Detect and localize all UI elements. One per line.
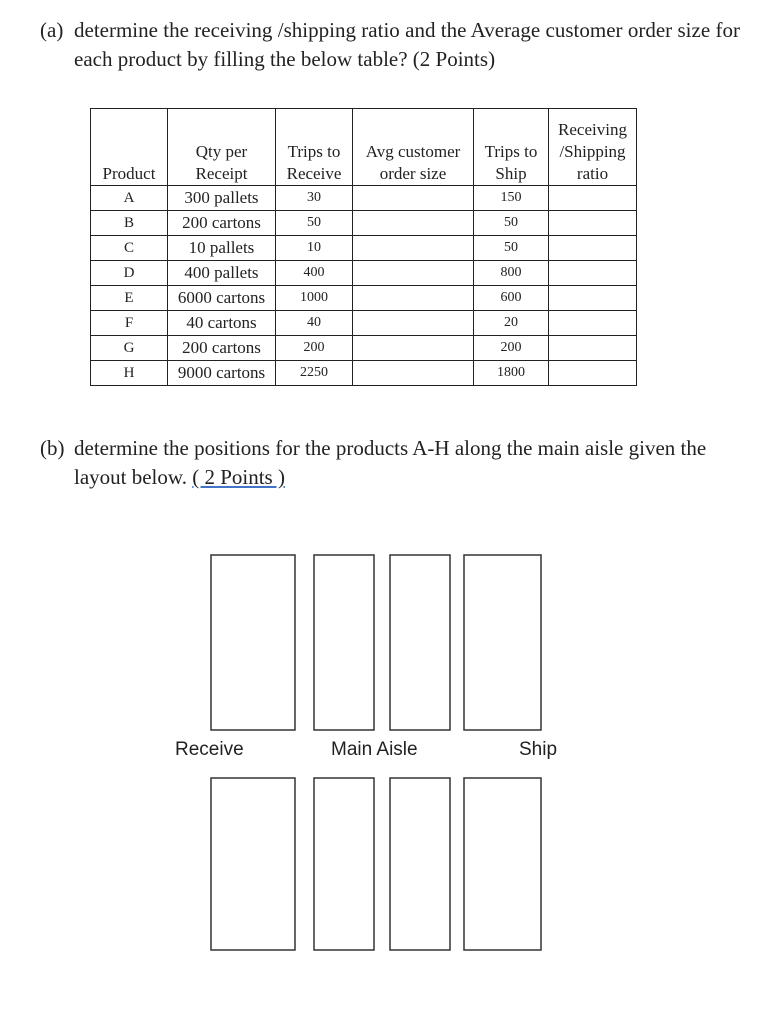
main-aisle-label: Main Aisle <box>331 739 418 760</box>
product-cell: D <box>91 261 168 286</box>
question-a-label: (a) <box>40 18 64 42</box>
trips-to-receive-cell: 200 <box>276 336 353 361</box>
header-avg-customer-order-size: Avg customer order size <box>353 109 474 186</box>
bay-top-2 <box>314 555 374 730</box>
question-b-label: (b) <box>40 436 65 460</box>
bay-top-1 <box>211 555 295 730</box>
bay-top-4 <box>464 555 541 730</box>
points-link[interactable]: ( 2 Points ) <box>192 465 285 489</box>
trips-to-receive-cell: 30 <box>276 186 353 211</box>
trips-to-receive-cell: 50 <box>276 211 353 236</box>
ship-label: Ship <box>519 739 558 760</box>
qty-per-receipt-cell: 9000 cartons <box>168 361 276 386</box>
product-cell: C <box>91 236 168 261</box>
bay-bottom-3 <box>390 778 450 950</box>
header-trips-to-receive: Trips to Receive <box>276 109 353 186</box>
product-cell: E <box>91 286 168 311</box>
product-cell: F <box>91 311 168 336</box>
trips-to-receive-cell: 1000 <box>276 286 353 311</box>
header-product: Product <box>91 109 168 186</box>
bay-bottom-1 <box>211 778 295 950</box>
trips-to-ship-cell: 600 <box>474 286 549 311</box>
trips-to-ship-cell: 200 <box>474 336 549 361</box>
qty-per-receipt-cell: 400 pallets <box>168 261 276 286</box>
trips-to-ship-cell: 50 <box>474 236 549 261</box>
trips-to-receive-cell: 10 <box>276 236 353 261</box>
qty-per-receipt-cell: 6000 cartons <box>168 286 276 311</box>
trips-to-ship-cell: 1800 <box>474 361 549 386</box>
header-trips-to-ship: Trips to Ship <box>474 109 549 186</box>
product-cell: G <box>91 336 168 361</box>
question-a-text: determine the receiving /shipping ratio and the Average customer order size for each product by filling the below table? (2 Points) <box>74 18 740 71</box>
bay-bottom-4 <box>464 778 541 950</box>
trips-to-receive-cell: 2250 <box>276 361 353 386</box>
qty-per-receipt-cell: 200 cartons <box>168 336 276 361</box>
trips-to-ship-cell: 50 <box>474 211 549 236</box>
product-cell: B <box>91 211 168 236</box>
qty-per-receipt-cell: 10 pallets <box>168 236 276 261</box>
header-receiving-shipping-ratio: Receiving /Shipping ratio <box>549 109 637 186</box>
receive-label: Receive <box>175 739 244 760</box>
trips-to-receive-cell: 40 <box>276 311 353 336</box>
trips-to-ship-cell: 800 <box>474 261 549 286</box>
header-qty-per-receipt: Qty per Receipt <box>168 109 276 186</box>
bay-top-3 <box>390 555 450 730</box>
trips-to-ship-cell: 20 <box>474 311 549 336</box>
qty-per-receipt-cell: 200 cartons <box>168 211 276 236</box>
product-cell: H <box>91 361 168 386</box>
qty-per-receipt-cell: 40 cartons <box>168 311 276 336</box>
product-cell: A <box>91 186 168 211</box>
trips-to-receive-cell: 400 <box>276 261 353 286</box>
qty-per-receipt-cell: 300 pallets <box>168 186 276 211</box>
question-b-body: determine the positions for the products A-H along the main aisle given the layout below. <box>74 436 707 489</box>
trips-to-ship-cell: 150 <box>474 186 549 211</box>
bay-bottom-2 <box>314 778 374 950</box>
